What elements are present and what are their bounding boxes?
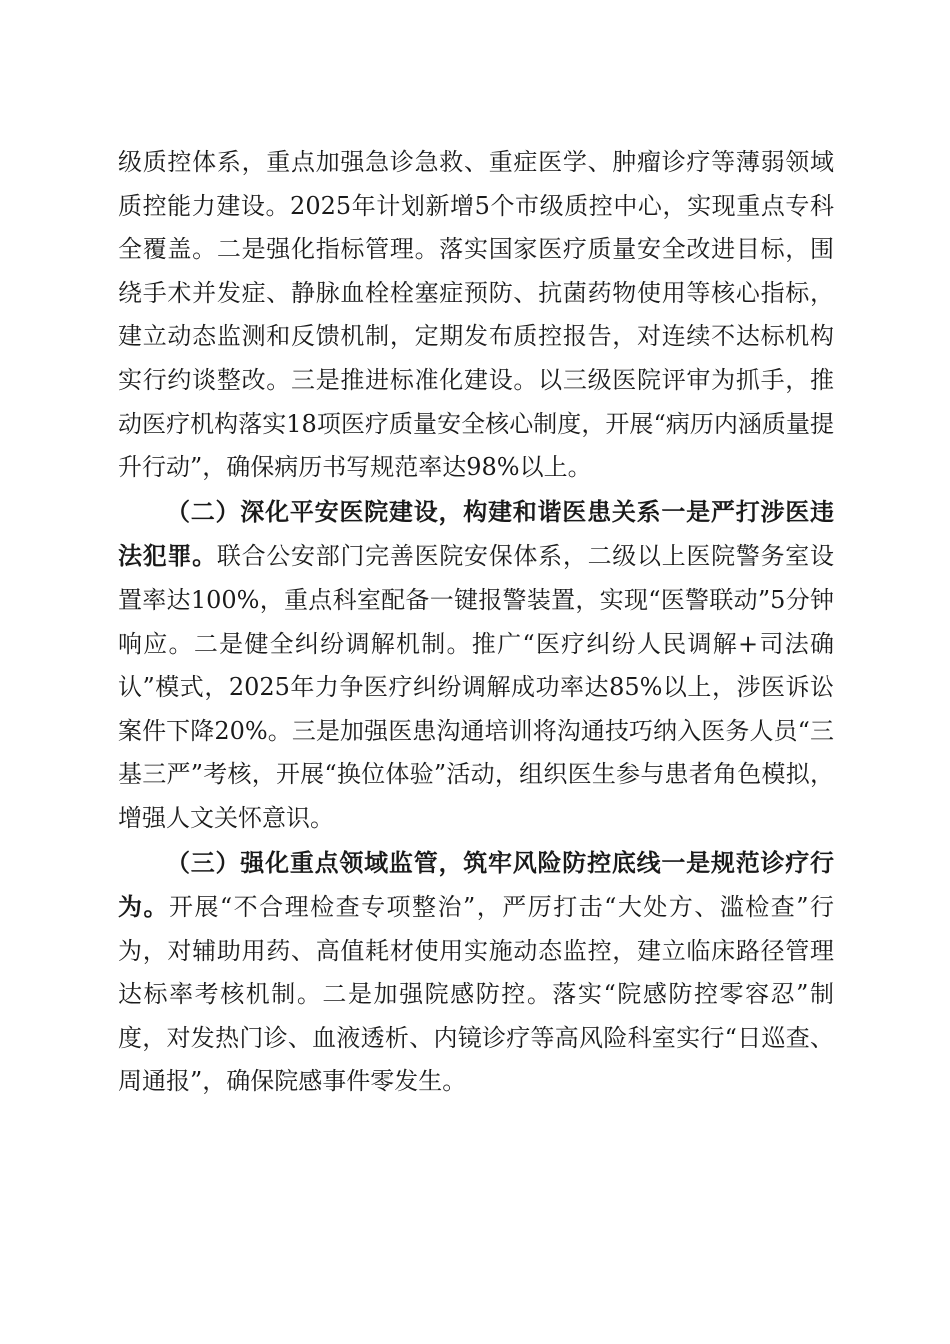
- paragraph-text: 联合公安部门完善医院安保体系，二级以上医院警务室设置率达100%，重点科室配备一键报警装置，实现“医警联动”5分钟响应。二是健全纠纷调解机制。推广“医疗纠纷人民调解+司法确认”模式，2025年力争医疗纠纷调解成功率达85%以上，涉医诉讼案件下降20%。三是加强医患沟通培训将沟通技巧纳入医务人员“三基三严”考核，开展“换位体验”活动，组织医生参与患者角色模拟，增强人文关怀意识。: [118, 542, 835, 832]
- paragraph-safe-hospital: [118, 490, 834, 841]
- section-heading-three: （三）强化重点领域监管，筑牢风险防控底线一是规范诊疗行为。: [118, 847, 834, 922]
- section-heading-two: （二）深化平安医院建设，构建和谐医患关系一是严打涉医违法犯罪。: [118, 496, 834, 571]
- paragraph-text: 级质控体系，重点加强急诊急救、重症医学、肿瘤诊疗等薄弱领域质控能力建设。2025年计划新增5个市级质控中心，实现重点专科全覆盖。二是强化指标管理。落实国家医疗质量安全改进目标，围绕手术并发症、静脉血栓栓塞症预防、抗菌药物使用等核心指标，建立动态监测和反馈机制，定期发布质控报告，对连续不达标机构实行约谈整改。三是推进标准化建设。以三级医院评审为抓手，推动医疗机构落实18项医疗质量安全核心制度，开展“病历内涵质量提升行动”，确保病历书写规范率达98%以上。: [118, 148, 834, 482]
- document-page: [118, 141, 834, 1104]
- paragraph-risk-control: [118, 841, 834, 1105]
- paragraph-text: 开展“不合理检查专项整治”，严厉打击“大处方、滥检查”行为，对辅助用药、高值耗材使用实施动态监控，建立临床路径管理达标率考核机制。二是加强院感防控。落实“院感防控零容忍”制度，对发热门诊、血液透析、内镜诊疗等高风险科室实行“日巡查、周通报”，确保院感事件零发生。: [118, 893, 835, 1096]
- paragraph-quality-control: [118, 141, 834, 490]
